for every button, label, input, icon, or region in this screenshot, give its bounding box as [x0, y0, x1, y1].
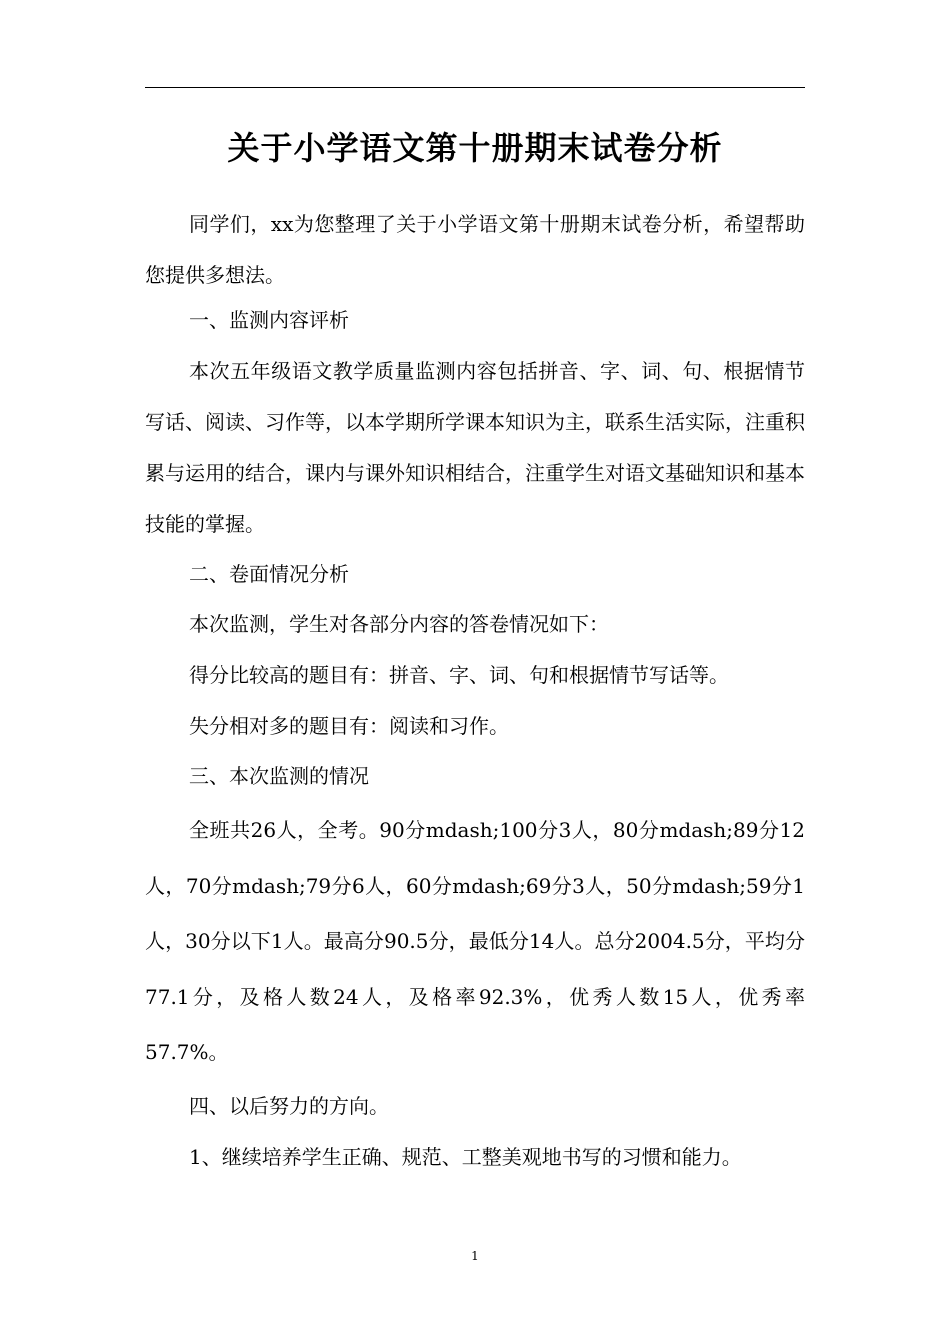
section-heading-3: 三、本次监测的情况	[189, 764, 369, 788]
section-4-item-1: 1、继续培养学生正确、规范、工整美观地书写的习惯和能力。	[189, 1145, 742, 1169]
section-2-intro: 本次监测，学生对各部分内容的答卷情况如下：	[189, 612, 609, 636]
header-rule	[145, 87, 805, 88]
section-heading-2: 二、卷面情况分析	[189, 562, 349, 586]
page-number: 1	[471, 1249, 479, 1263]
section-3-statistics: 全班共26人，全考。90分mdash;100分3人，80分mdash;89分12人，70分mdash;79分6人，60分mdash;69分3人，50分mdash;59分1人，30分以下1人。最高分90.5分，最低分14人。总分2004.5分，平均分77.1分，及格人数24人，及格率92.3%，优秀人数15人，优秀率57.7%。	[145, 818, 805, 1064]
section-heading-1: 一、监测内容评析	[189, 308, 349, 332]
section-2-high-score: 得分比较高的题目有：拼音、字、词、句和根据情节写话等。	[189, 663, 729, 687]
section-2-low-score: 失分相对多的题目有：阅读和习作。	[189, 714, 509, 738]
section-1-body: 本次五年级语文教学质量监测内容包括拼音、字、词、句、根据情节写话、阅读、习作等，以本学期所学课本知识为主，联系生活实际，注重积累与运用的结合，课内与课外知识相结合，注重学生对语文基础知识和基本技能的掌握。	[145, 359, 805, 536]
section-heading-4: 四、以后努力的方向。	[189, 1094, 389, 1118]
intro-paragraph: 同学们，xx为您整理了关于小学语文第十册期末试卷分析，希望帮助您提供多想法。	[145, 212, 805, 287]
document-title: 关于小学语文第十册期末试卷分析	[227, 129, 723, 167]
